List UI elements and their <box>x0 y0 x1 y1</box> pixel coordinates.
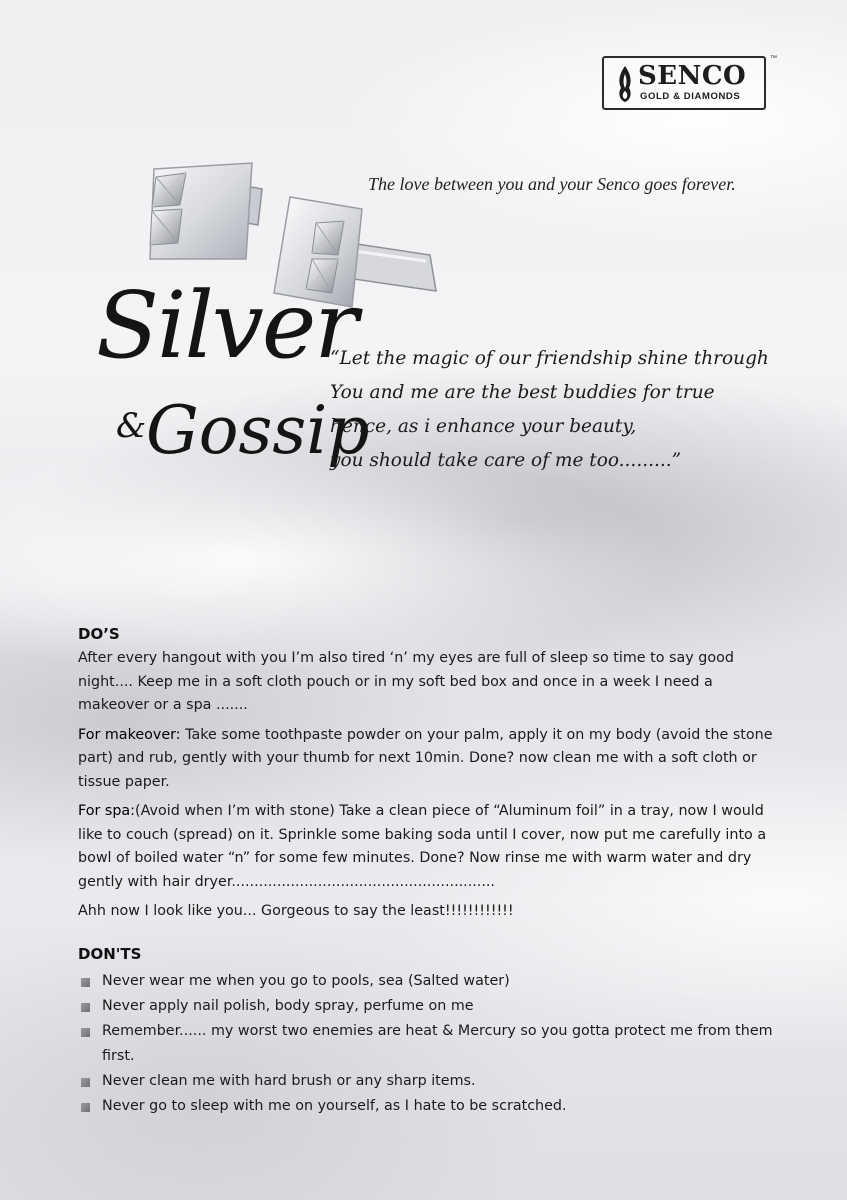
makeover-text: Take some toothpaste powder on your palm, apply it on my body (avoid the stone part) and rub, gently with your thumb for next 10min. Done? now clean me with a soft cloth or tissue paper. <box>78 726 773 790</box>
brand-name: SENCO <box>638 61 747 91</box>
quote-line: You and me are the best buddies for true <box>330 382 715 403</box>
trademark-symbol: ™ <box>770 55 777 62</box>
square-bullet-icon <box>81 1078 90 1087</box>
list-item-text: Never wear me when you go to pools, sea (Salted water) <box>102 973 510 989</box>
spa-paragraph <box>78 800 778 894</box>
dos-heading: DO’S <box>78 625 120 643</box>
square-bullet-icon <box>81 978 90 987</box>
donts-section <box>78 945 778 1119</box>
dos-closing: Ahh now I look like you... Gorgeous to say the least!!!!!!!!!!!! <box>78 903 514 919</box>
tagline: The love between you and your Senco goes forever. <box>368 174 736 194</box>
list-item-text: Never apply nail polish, body spray, perfume on me <box>102 998 474 1014</box>
donts-list <box>78 969 778 1119</box>
square-bullet-icon <box>81 1103 90 1112</box>
flame-logo-icon <box>616 64 634 104</box>
list-item-text: Never clean me with hard brush or any sharp items. <box>102 1073 476 1089</box>
dos-intro: After every hangout with you I’m also tired ‘n’ my eyes are full of sleep so time to say good night.... Keep me in a soft cloth pouch or in my soft bed box and once in a week I need a makeover or a spa ....... <box>78 650 734 713</box>
square-bullet-icon <box>81 1028 90 1037</box>
list-item <box>78 994 778 1019</box>
square-bullet-icon <box>81 1003 90 1012</box>
dos-section <box>78 625 778 930</box>
friendship-quote <box>330 342 790 478</box>
list-item <box>78 1069 778 1094</box>
title-ampersand: & <box>116 406 147 446</box>
list-item-text: Remember...... my worst two enemies are heat & Mercury so you gotta protect me from them first. <box>102 1023 773 1064</box>
list-item-text: Never go to sleep with me on yourself, as I hate to be scratched. <box>102 1098 567 1114</box>
donts-heading: DON'TS <box>78 945 142 963</box>
list-item <box>78 1094 778 1119</box>
spa-text: (Avoid when I’m with stone) Take a clean piece of “Aluminum foil” in a tray, now I would like to couch (spread) on it. Sprinkle some baking soda until I cover, now put me carefully into a bowl of boiled water “n” for some few minutes. Done? Now rinse me with warm water and dry gently with hair dryer.......................................................... <box>78 803 767 890</box>
makeover-paragraph <box>78 724 778 795</box>
list-item <box>78 1019 778 1069</box>
quote-line: hence, as i enhance your beauty, <box>330 416 637 437</box>
quote-line: you should take care of me too.........” <box>330 450 682 471</box>
makeover-label: For makeover: <box>78 726 181 743</box>
title-silver: Silver <box>96 272 357 379</box>
senco-logo <box>602 56 766 110</box>
quote-line: “Let the magic of our friendship shine through <box>330 348 769 369</box>
title-gossip: Gossip <box>146 392 370 469</box>
spa-label: For spa: <box>78 803 135 819</box>
list-item <box>78 969 778 994</box>
brand-subtitle: GOLD & DIAMONDS <box>640 91 741 102</box>
